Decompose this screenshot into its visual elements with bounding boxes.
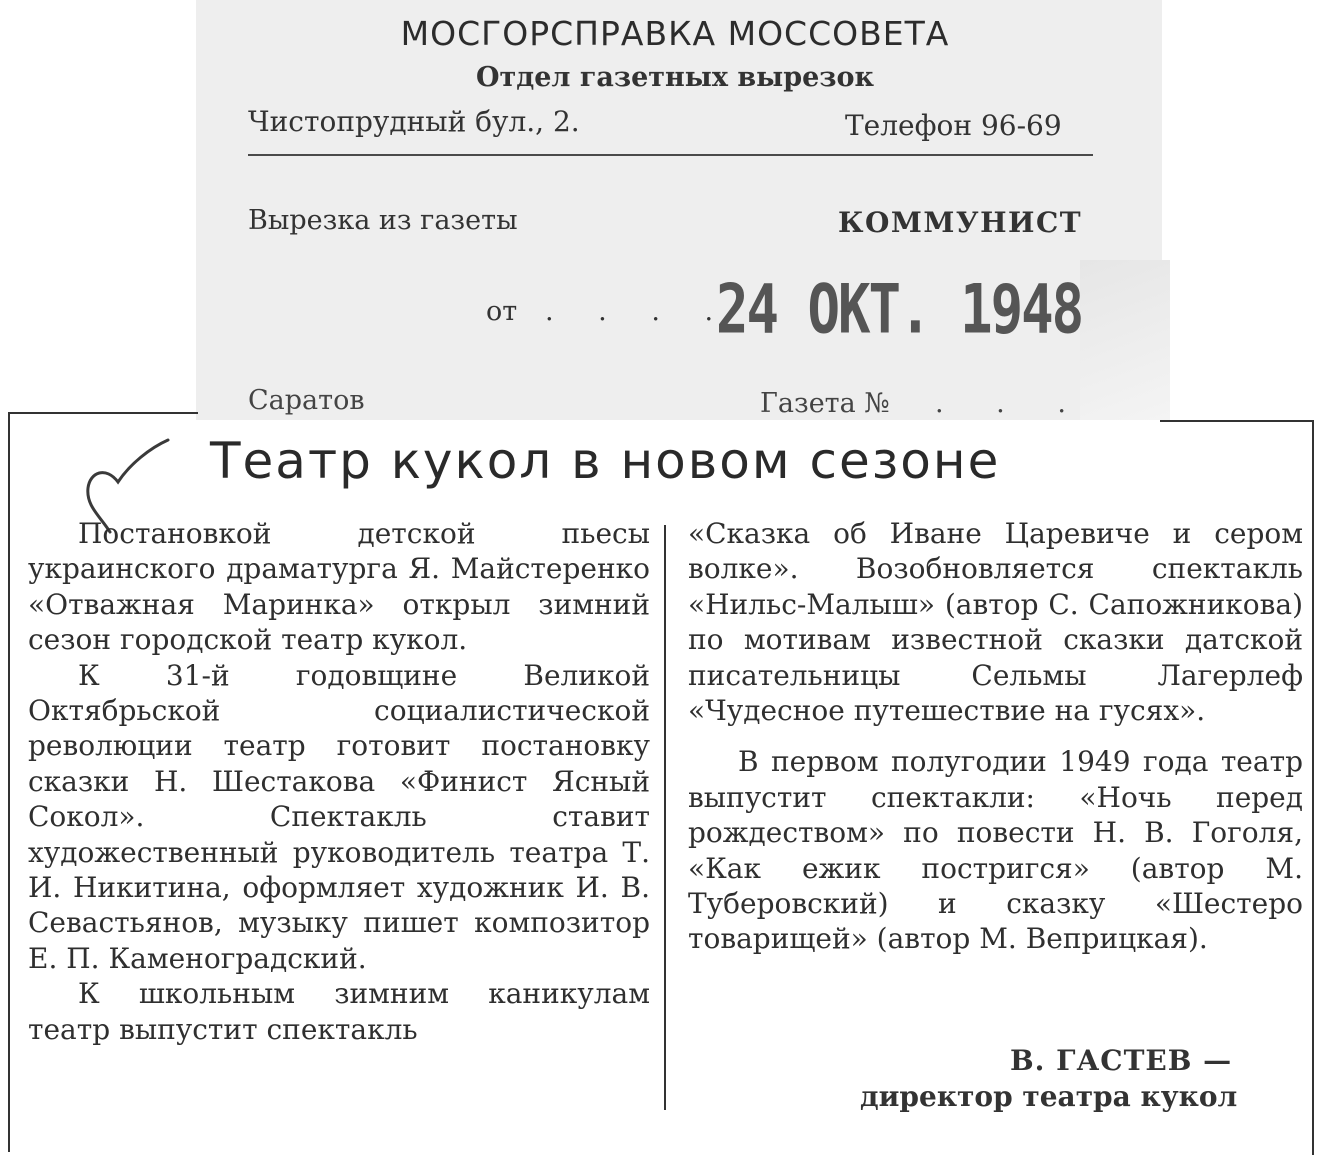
date-dots: . . . . xyxy=(545,296,732,327)
paragraph: «Сказка об Иване Царевиче и сером волке». Возобновляется спектакль «Нильс-Малыш» (автор С. Сапожникова) по мотивам известной сказки датской писательницы Сельмы Лагерлеф «Чудесное путешествие на гусях». xyxy=(688,517,1303,728)
author-role: директор театра кукол xyxy=(860,1080,1238,1113)
clipping-border-top-right xyxy=(1160,420,1314,422)
article-headline: Театр кукол в новом сезоне xyxy=(210,432,1001,490)
agency-address: Чистопрудный бул., 2. xyxy=(248,105,580,138)
header-divider xyxy=(248,154,1093,156)
date-from-label: от xyxy=(486,296,518,327)
article-column-right xyxy=(688,516,1303,957)
clipping-border-left xyxy=(8,412,10,1152)
clipping-label: Вырезка из газеты xyxy=(248,205,518,236)
paragraph: К школьным зимним каникулам театр выпустит спектакль xyxy=(28,977,650,1046)
clipping-border-right xyxy=(1312,420,1314,1155)
column-divider xyxy=(664,525,666,1110)
agency-name: МОСГОРСПРАВКА МОССОВЕТА xyxy=(400,14,950,53)
department-name: Отдел газетных вырезок xyxy=(476,62,874,93)
paragraph: К 31-й годовщине Великой Октябрьской социалистической революции театр готовит постановку сказки Н. Шестакова «Финист Ясный Сокол». Спектакль ставит художественный руководитель театра Т. И. Никитина, оформляет художник И. В. Севастьянов, музыку пишет композитор Е. П. Каменоградский. xyxy=(28,658,650,975)
article-column-left xyxy=(28,516,650,1047)
torn-paper-edge xyxy=(1080,260,1170,420)
issue-label: Газета № xyxy=(760,388,890,419)
newspaper-name: КОММУНИСТ xyxy=(838,206,1083,239)
issue-dots: . . . xyxy=(935,388,1088,419)
city-name: Саратов xyxy=(248,385,365,416)
paragraph: Постановкой детской пьесы украинского драматурга Я. Майстеренко «Отважная Маринка» открыл зимний сезон городской театр кукол. xyxy=(28,517,650,657)
clipping-border-top-left xyxy=(8,412,198,414)
agency-phone: Телефон 96-69 xyxy=(845,109,1062,142)
author-name: В. ГАСТЕВ — xyxy=(1010,1044,1233,1077)
paragraph: В первом полугодии 1949 года театр выпустит спектакли: «Ночь перед рождеством» по повести Н. В. Гоголя, «Как ежик постригся» (автор М. Туберовский) и сказку «Шестеро товарищей» (автор М. Веприцкая). xyxy=(688,745,1303,956)
date-stamp: 24 ОКТ. 1948 xyxy=(716,270,1083,349)
